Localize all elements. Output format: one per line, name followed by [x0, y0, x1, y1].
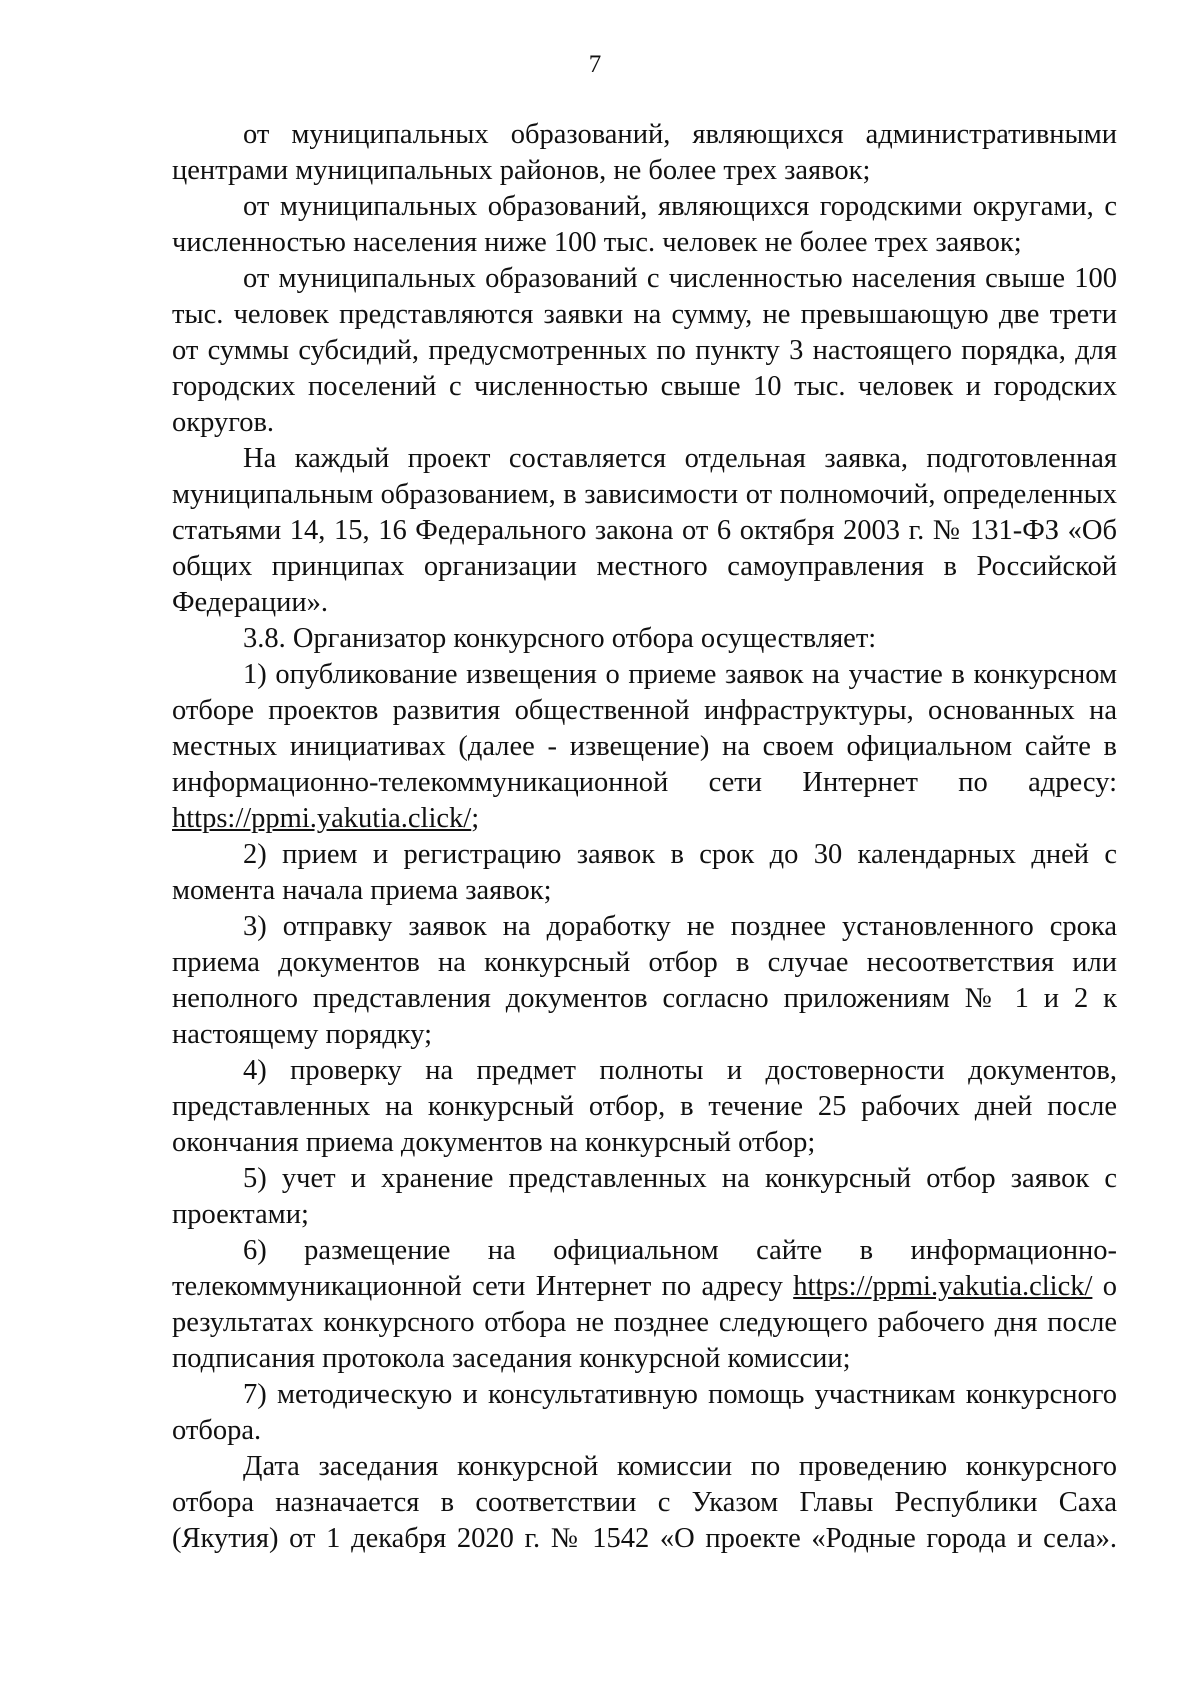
paragraph-large-municipalities: от муниципальных образований с численностью населения свыше 100 тыс. человек представляются заявки на сумму, не превышающую две трети от суммы субсидий, предусмотренных по пункту 3 настоящего порядка, для городских поселений с численностью свыше 10 тыс. человек и городских округов. — [172, 263, 1117, 438]
page-number: 7 — [588, 51, 602, 78]
item-1-suffix: ; — [471, 803, 480, 834]
paragraph-section-3-8: 3.8. Организатор конкурсного отбора осуществляет: — [243, 623, 877, 654]
paragraph-item-2: 2) прием и регистрацию заявок в срок до 30 календарных дней с момента начала приема заявок; — [172, 839, 1117, 906]
paragraph-item-6 — [172, 1233, 1117, 1377]
paragraph-commission-date: Дата заседания конкурсной комиссии по проведению конкурсного отбора назначается в соответствии с Указом Главы Республики Саха (Якутия) от 1 декабря 2020 г. № 1542 «О проекте «Родные города и села». — [172, 1451, 1117, 1554]
paragraph-city-districts: от муниципальных образований, являющихся городскими округами, с численностью населения ниже 100 тыс. человек не более трех заявок; — [172, 191, 1117, 258]
paragraph-item-7: 7) методическую и консультативную помощь участникам конкурсного отбора. — [172, 1379, 1117, 1446]
item-6-suffix: о результатах конкурсного отбора не позднее следующего рабочего дня после подписания протокола заседания конкурсной комиссии; — [172, 1271, 1118, 1374]
paragraph-item-1 — [172, 657, 1117, 837]
paragraph-separate-application: На каждый проект составляется отдельная заявка, подготовленная муниципальным образованием, в зависимости от полномочий, определенных статьями 14, 15, 16 Федерального закона от 6 октября 2003 г. № 131-ФЗ «Об общих принципах организации местного самоуправления в Российской Федерации». — [172, 443, 1117, 618]
item-1-text: 1) опубликование извещения о приеме заявок на участие в конкурсном отборе проектов развития общественной инфраструктуры, основанных на местных инициативах (далее - извещение) на своем официальном сайте в информационно-телекоммуникационной сети Интернет по адресу: — [172, 659, 1117, 798]
ppmi-website-link[interactable]: https://ppmi.yakutia.click/ — [172, 803, 472, 834]
paragraph-item-4: 4) проверку на предмет полноты и достоверности документов, представленных на конкурсный отбор, в течение 25 рабочих дней после окончания приема документов на конкурсный отбор; — [172, 1055, 1117, 1158]
paragraph-item-5: 5) учет и хранение представленных на конкурсный отбор заявок с проектами; — [172, 1163, 1117, 1230]
ppmi-website-link-results[interactable]: https://ppmi.yakutia.click/ — [793, 1271, 1093, 1302]
item-6-text: 6) размещение на официальном сайте в информационно-телекоммуникационной сети Интернет по адресу — [172, 1235, 1117, 1302]
paragraph-admin-centers: от муниципальных образований, являющихся административными центрами муниципальных районов, не более трех заявок; — [172, 119, 1117, 186]
paragraph-item-3: 3) отправку заявок на доработку не позднее установленного срока приема документов на конкурсный отбор в случае несоответствия или неполного представления документов согласно приложениям № 1 и 2 к настоящему порядку; — [172, 911, 1117, 1050]
document-body — [172, 117, 1117, 1557]
